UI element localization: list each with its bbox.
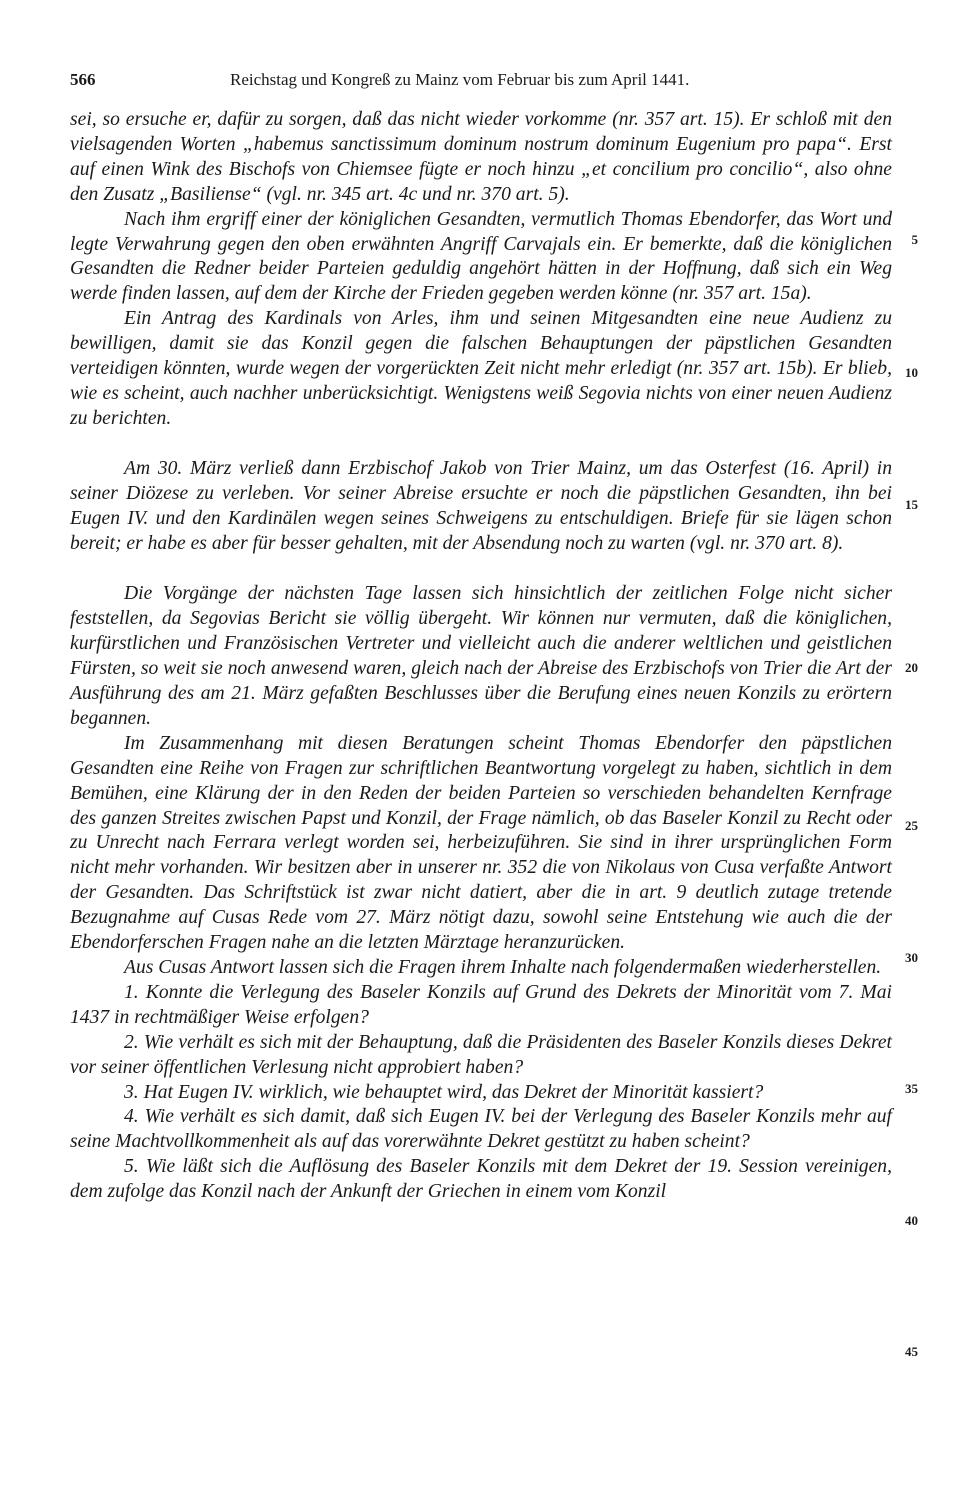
paragraph: Im Zusammenhang mit diesen Beratungen scheint Thomas Ebendorfer den päpstlichen Gesandten eine Reihe von Fragen zur schriftlichen Beantwortung vorgelegt zu haben, sichtlich in dem Bemühen, eine Klärung der in den Reden der beiden Parteien so verschieden behandelten Kernfrage des ganzen Streites zwischen Papst und Konzil, der Frage nämlich, ob das Baseler Konzil zu Recht oder zu Unrecht nach Ferrara verlegt worden sei, herbeizuführen. Sie sind in ihrer ursprünglichen Form nicht mehr vorhanden. Wir besitzen aber in unserer nr. 352 die von Nikolaus von Cusa verfaßte Antwort der Gesandten. Das Schriftstück ist zwar nicht datiert, aber die in art. 9 deutlich zutage tretende Bezugnahme auf Cusas Rede vom 27. März nötigt dazu, sowohl seine Entstehung wie auch die der Ebendorferschen Fragen nahe an die letzten Märztage heranzurücken. (70, 732, 892, 954)
line-number: 45 (905, 1344, 918, 1359)
line-number: 30 (905, 950, 918, 965)
paragraph: Am 30. März verließ dann Erzbischof Jakob von Trier Mainz, um das Osterfest (16. April) in seiner Diözese zu verleben. Vor seiner Abreise ersuchte er noch die päpstlichen Gesandten, ihn bei Eugen IV. und den Kardinälen wegen seines Schweigens zu entschuldigen. Briefe für sie lägen schon bereit; er habe es aber für besser gehalten, mit der Absendung noch zu warten (vgl. nr. 370 art. 8). (70, 457, 892, 554)
list-item: 2. Wie verhält es sich mit der Behauptung, daß die Präsidenten des Baseler Konzils dieses Dekret vor seiner öffentlichen Verlesung nicht approbiert haben? (70, 1031, 892, 1078)
line-number: 40 (905, 1213, 918, 1228)
page-header (70, 70, 900, 94)
line-number: 15 (905, 497, 918, 512)
paragraph: Die Vorgänge der nächsten Tage lassen sich hinsichtlich der zeitlichen Folge nicht sicher feststellen, da Segovias Bericht sie völlig übergeht. Wir können nur vermuten, daß die königlichen, kurfürstlichen und Französischen Vertreter und vielleicht auch die anderer weltlichen und geistlichen Fürsten, so weit sie noch anwesend waren, gleich nach der Abreise des Erzbischofs von Trier die Art der Ausführung des am 21. März gefaßten Beschlusses über die Berufung eines neuen Konzils zu erörtern begannen. (70, 583, 892, 729)
paragraph: sei, so ersuche er, dafür zu sorgen, daß das nicht wieder vorkomme (nr. 357 art. 15). Er schloß mit den vielsagenden Worten „habemus sanctissimum dominum nostrum dominum Eugenium pro papa“. Erst auf einen Wink des Bischofs von Chiemsee fügte er noch hinzu „et concilium pro concilio“, also ohne den Zusatz „Basiliense“ (vgl. nr. 345 art. 4c und nr. 370 art. 5). (70, 109, 892, 205)
running-title: Reichstag und Kongreß zu Mainz vom Februar bis zum April 1441. (230, 70, 690, 89)
paragraph: Nach ihm ergriff einer der königlichen Gesandten, vermutlich Thomas Ebendorfer, das Wort und legte Verwahrung gegen den oben erwähnten Angriff Carvajals ein. Er bemerkte, daß die königlichen Gesandten die Redner beider Parteien geduldig angehört hätten in der Hoffnung, daß sich ein Weg werde finden lassen, auf dem der Kirche der Frieden gegeben werden könne (nr. 357 art. 15a). (70, 208, 892, 305)
paragraph: Ein Antrag des Kardinals von Arles, ihm und seinen Mitgesandten eine neue Audienz zu bewilligen, damit sie das Konzil gegen die falschen Behauptungen der päpstlichen Gesandten verteidigen könnten, wurde wegen der vorgerückten Zeit nicht mehr erledigt (nr. 357 art. 15b). Er blieb, wie es scheint, auch nachher unberücksichtigt. Wenigstens weiß Segovia nichts von einer neuen Audienz zu berichten. (70, 308, 892, 429)
list-item: 4. Wie verhält es sich damit, daß sich Eugen IV. bei der Verlegung des Baseler Konzils mehr auf seine Machtvollkommenheit als auf das vorerwähnte Dekret gestützt zu haben scheint? (70, 1106, 892, 1153)
list-item: 3. Hat Eugen IV. wirklich, wie behauptet wird, das Dekret der Minorität kassiert? (124, 1081, 764, 1103)
list-item: 1. Konnte die Verlegung des Baseler Konzils auf Grund des Dekrets der Minorität vom 7. Mai 1437 in rechtmäßiger Weise erfolgen? (70, 981, 892, 1028)
list-item: 5. Wie läßt sich die Auflösung des Baseler Konzils mit dem Dekret der 19. Session vereinigen, dem zufolge das Konzil nach der Ankunft der Griechen in einem vom Konzil (70, 1156, 892, 1203)
body-text (70, 108, 892, 1205)
line-number: 35 (905, 1081, 918, 1096)
line-number: 5 (911, 232, 918, 247)
page-number: 566 (70, 70, 96, 89)
line-number: 25 (905, 818, 918, 833)
line-number: 20 (905, 660, 918, 675)
line-number: 10 (905, 365, 918, 380)
paragraph: Aus Cusas Antwort lassen sich die Fragen ihrem Inhalte nach folgendermaßen wiederherstellen. (124, 957, 882, 978)
